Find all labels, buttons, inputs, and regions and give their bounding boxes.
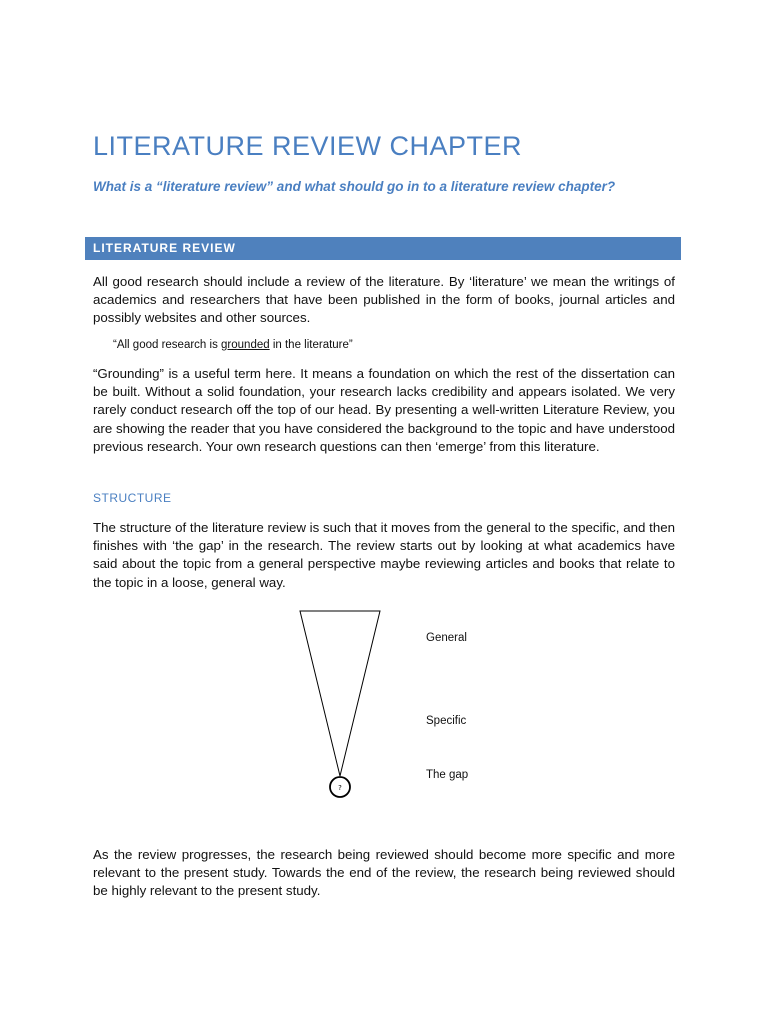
section-heading: LITERATURE REVIEW xyxy=(93,241,236,255)
quote xyxy=(113,339,353,351)
diagram-label-specific: Specific xyxy=(426,715,467,727)
section-heading-bar xyxy=(85,237,681,260)
diagram-label-gap: The gap xyxy=(426,769,469,781)
gap-circle-mark: ? xyxy=(338,784,342,792)
quote-after: in the literature” xyxy=(269,339,353,351)
page-subtitle: What is a “literature review” and what should go in to a literature review chapter? xyxy=(93,179,616,194)
page-title: LITERATURE REVIEW CHAPTER xyxy=(93,131,523,161)
funnel-triangle xyxy=(300,611,380,776)
quote-underlined-word: grounded xyxy=(221,339,270,351)
structure-heading: STRUCTURE xyxy=(93,491,172,505)
paragraph-progression: As the review progresses, the research being reviewed should become more specific and more relevant to the present study. Towards the end of the review, the research being reviewed should be highly relevant to the present study. xyxy=(93,847,675,899)
diagram-label-general: General xyxy=(426,632,467,644)
paragraph-grounding: “Grounding” is a useful term here. It means a foundation on which the rest of the dissertation can be built. Without a solid foundation, your research lacks credibility and appears isolated. We very rarely conduct research off the top of our head. By presenting a well-written Literature Review, you are showing the reader that you have considered the background to the topic and have understood previous research. Your own research questions can then ‘emerge’ from this literature. xyxy=(93,366,675,454)
paragraph-intro: All good research should include a review of the literature. By ‘literature’ we mean the writings of academics and researchers that have been published in the form of books, journal articles and possibly websites and other sources. xyxy=(93,274,675,326)
paragraph-structure: The structure of the literature review is such that it moves from the general to the specific, and then finishes with ‘the gap’ in the research. The review starts out by looking at what academics have said about the topic from a general perspective maybe reviewing articles and books that relate to the topic in a loose, general way. xyxy=(93,520,675,590)
quote-before: “All good research is xyxy=(113,339,222,351)
